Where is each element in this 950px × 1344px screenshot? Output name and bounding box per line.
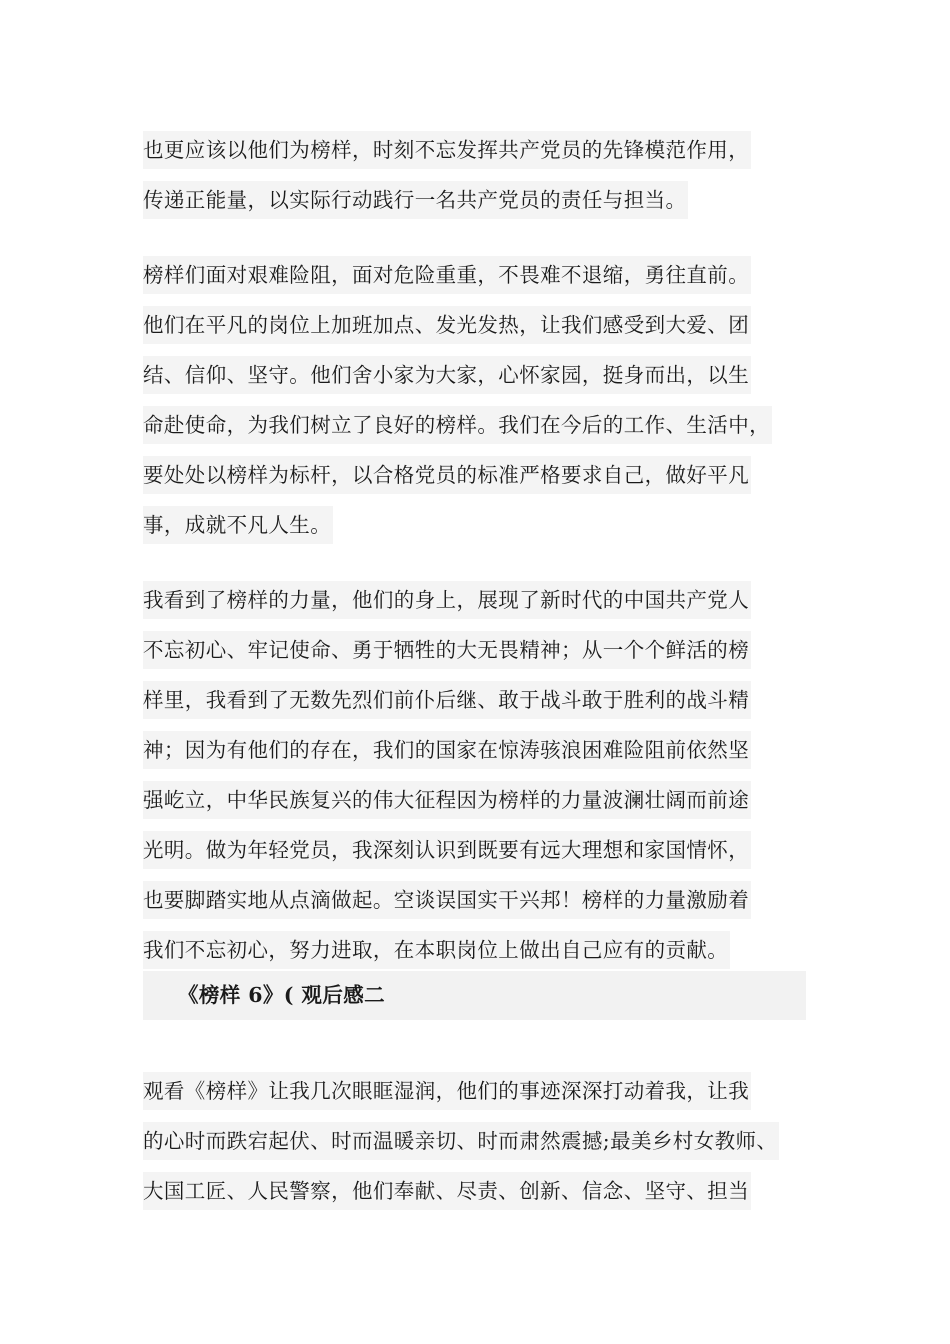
text-line: 结、信仰、坚守。他们舍小家为大家，心怀家园，挺身而出，以生	[143, 350, 772, 400]
section-heading	[143, 971, 806, 1020]
text-line: 传递正能量，以实际行动践行一名共产党员的责任与担当。	[143, 175, 751, 225]
paragraph-4	[143, 1066, 779, 1216]
text-line: 强屹立，中华民族复兴的伟大征程因为榜样的力量波澜壮阔而前途	[143, 775, 751, 825]
text-line: 也要脚踏实地从点滴做起。空谈误国实干兴邦！榜样的力量激励着	[143, 875, 751, 925]
paragraph-3	[143, 575, 751, 975]
text-line: 事，成就不凡人生。	[143, 500, 772, 550]
paragraph-2	[143, 250, 772, 550]
text-line: 要处处以榜样为标杆，以合格党员的标准严格要求自己，做好平凡	[143, 450, 772, 500]
text-line: 命赴使命，为我们树立了良好的榜样。我们在今后的工作、生活中，	[143, 400, 772, 450]
text-line: 光明。做为年轻党员，我深刻认识到既要有远大理想和家国情怀，	[143, 825, 751, 875]
text-line: 我们不忘初心，努力进取，在本职岗位上做出自己应有的贡献。	[143, 925, 751, 975]
text-line: 榜样们面对艰难险阻，面对危险重重，不畏难不退缩，勇往直前。	[143, 250, 772, 300]
section-heading-text: 《榜样 6》( 观后感二	[178, 983, 386, 1007]
text-line: 他们在平凡的岗位上加班加点、发光发热，让我们感受到大爱、团	[143, 300, 772, 350]
text-line: 样里，我看到了无数先烈们前仆后继、敢于战斗敢于胜利的战斗精	[143, 675, 751, 725]
text-line: 大国工匠、人民警察，他们奉献、尽责、创新、信念、坚守、担当	[143, 1166, 779, 1216]
text-line: 我看到了榜样的力量，他们的身上，展现了新时代的中国共产党人	[143, 575, 751, 625]
text-line: 也更应该以他们为榜样，时刻不忘发挥共产党员的先锋模范作用，	[143, 125, 751, 175]
text-line: 神；因为有他们的存在，我们的国家在惊涛骇浪困难险阻前依然坚	[143, 725, 751, 775]
paragraph-1	[143, 125, 751, 225]
text-line: 不忘初心、牢记使命、勇于牺牲的大无畏精神；从一个个鲜活的榜	[143, 625, 751, 675]
text-line: 观看《榜样》让我几次眼眶湿润，他们的事迹深深打动着我，让我	[143, 1066, 779, 1116]
text-line: 的心时而跌宕起伏、时而温暖亲切、时而肃然震撼;最美乡村女教师、	[143, 1116, 779, 1166]
